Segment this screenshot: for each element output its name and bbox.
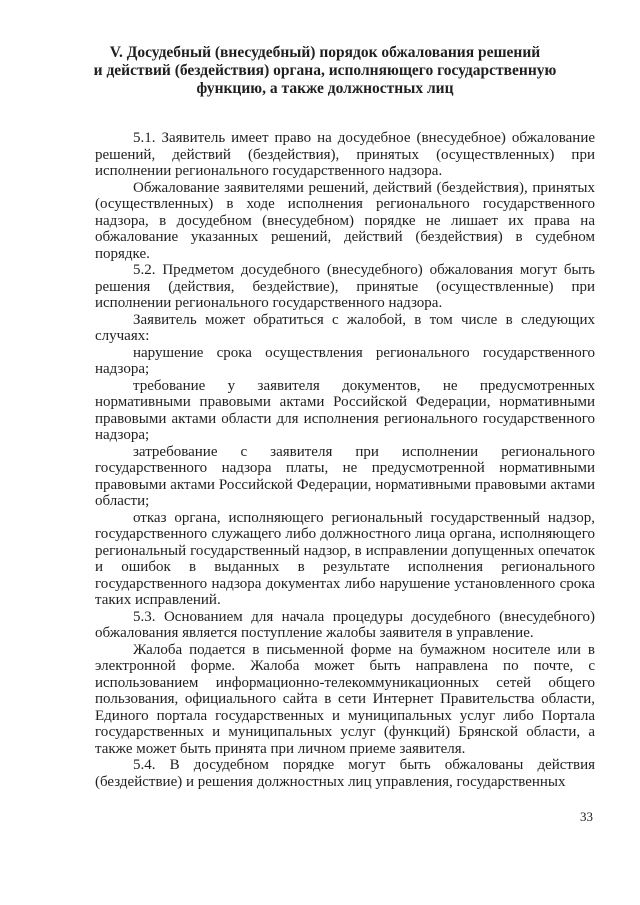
heading-line-2: и действий (бездействия) органа, исполняющего государственную	[93, 62, 557, 79]
paragraph-5-4: 5.4. В досудебном порядке могут быть обжалованы действия (бездействие) и решения должностных лиц управления, государственных	[95, 757, 595, 790]
paragraph-5-2: 5.2. Предметом досудебного (внесудебного) обжалования могут быть решения (действия, бездействие), принятые (осуществленные) при исполнении регионального государственного надзора.	[95, 262, 595, 311]
list-item-correction-refusal: отказ органа, исполняющего региональный государственный надзор, государственного служащего либо должностного лица органа, исполняющего региональный государственный надзор, в исправлении допущенных опечаток и ошибок в выданных в результате исполнения регионального государственного надзора документах либо нарушение установленного срока таких исправлений.	[95, 509, 595, 608]
list-item-fee-request: затребование с заявителя при исполнении регионального государственного надзора платы, не предусмотренной нормативными правовыми актами Российской Федерации, нормативными правовыми актами области;	[95, 443, 595, 509]
paragraph-complaint-cases-intro: Заявитель может обратиться с жалобой, в том числе в следующих случаях:	[95, 311, 595, 344]
heading-line-1: V. Досудебный (внесудебный) порядок обжалования решений	[109, 44, 541, 61]
section-heading	[90, 44, 560, 98]
heading-line-3: функцию, а также должностных лиц	[196, 80, 454, 97]
paragraph-complaint-submission: Жалоба подается в письменной форме на бумажном носителе или в электронной форме. Жалоба может быть направлена по почте, с использованием информационно-телекоммуникационных сетей общего пользования, официального сайта в сети Интернет Правительства области, Единого портала государственных и муниципальных услуг либо Портала государственных и муниципальных услуг (функций) Брянской области, а также может быть принята при личном приеме заявителя.	[95, 641, 595, 757]
section-body	[95, 130, 595, 790]
list-item-document-request: требование у заявителя документов, не предусмотренных нормативными правовыми актами Российской Федерации, нормативными правовыми актами области для исполнения регионального государственного надзора;	[95, 377, 595, 443]
paragraph-5-1: 5.1. Заявитель имеет право на досудебное (внесудебное) обжалование решений, действий (бездействия), принятых (осуществленных) при исполнении регионального государственного надзора.	[95, 130, 595, 179]
paragraph-appeal-rights: Обжалование заявителями решений, действий (бездействия), принятых (осуществленных) в ходе исполнения регионального государственного надзора, в досудебном (внесудебном) порядке не лишает их права на обжалование указанных решений, действий (бездействия) в судебном порядке.	[95, 179, 595, 262]
page-number: 33	[580, 809, 593, 824]
paragraph-5-3: 5.3. Основанием для начала процедуры досудебного (внесудебного) обжалования является поступление жалобы заявителя в управление.	[95, 608, 595, 641]
list-item-deadline-violation: нарушение срока осуществления регионального государственного надзора;	[95, 344, 595, 377]
